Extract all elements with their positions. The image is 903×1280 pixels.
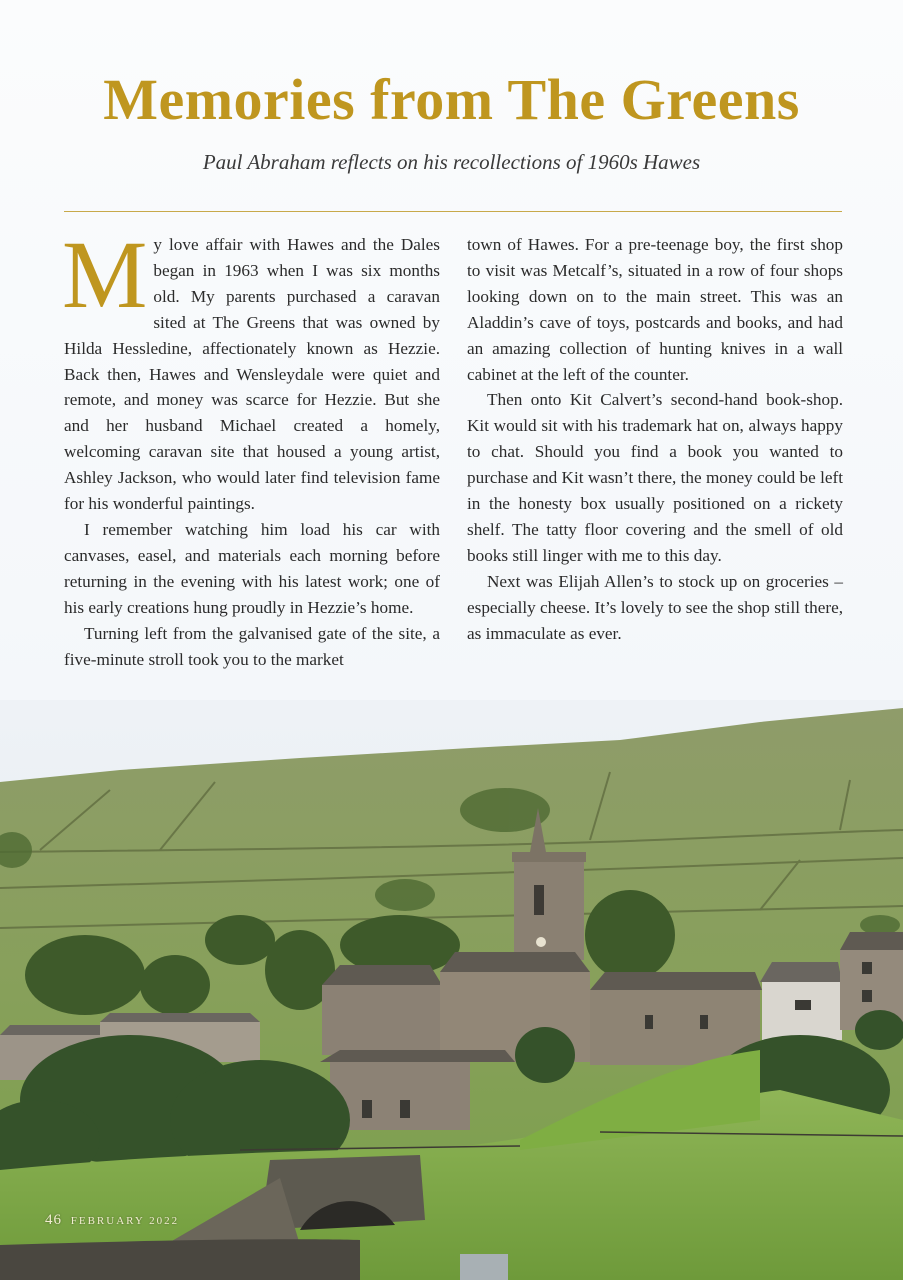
paragraph-5: Then onto Kit Calvert’s second-hand book-shop. Kit would sit with his trademark hat on, always happy to chat. Should you find a book you wanted to purchase and Kit wasn’t there, the money could be left in the honesty box usually positioned on a rickety shelf. The tatty floor covering and the smell of old books still linger with me to this day. xyxy=(467,390,843,565)
paragraph-6: Next was Elijah Allen’s to stock up on groceries – especially cheese. It’s lovely to see the shop still there, as immaculate as ever. xyxy=(467,571,843,643)
paragraph-3: Turning left from the galvanised gate of the site, a five-minute stroll took you to the market xyxy=(64,623,440,669)
paragraph-2: I remember watching him load his car with canvases, easel, and materials each morning before returning in the evening with his latest work; one of his early creations hung proudly in Hezzie’s home. xyxy=(64,519,440,617)
title-divider xyxy=(64,211,842,212)
left-column xyxy=(62,221,440,672)
article-title: Memories from The Greens xyxy=(103,67,800,132)
page-footer xyxy=(45,1212,179,1229)
article-subtitle: Paul Abraham reflects on his recollections of 1960s Hawes xyxy=(202,150,701,174)
drop-cap: M xyxy=(62,221,148,328)
landscape-photo xyxy=(0,700,903,1280)
paragraph-1-text: y love affair with Hawes and the Dales began in 1963 when I was six months old. My parents purchased a caravan sited at The Greens that was owned by Hilda Hessledine, affectionately known as Hezzie. Back then, Hawes and Wensleydale were quiet and remote, and money was scarce for Hezzie. But she and her husband Michael created a homely, welcoming caravan site that housed a young artist, Ashley Jackson, who would later find television fame for his wonderful paintings. xyxy=(64,235,440,514)
paragraph-4: town of Hawes. For a pre-teenage boy, the first shop to visit was Metcalf’s, situated in a row of four shops looking down on to the main street. This was an Aladdin’s cave of toys, postcards and books, and had an amazing collection of hunting knives in a wall cabinet at the left of the counter. xyxy=(467,235,843,384)
paragraph-1 xyxy=(62,221,440,517)
right-column xyxy=(467,232,843,647)
page-number: 46 xyxy=(45,1212,62,1228)
issue-date: FEBRUARY 2022 xyxy=(70,1215,180,1227)
